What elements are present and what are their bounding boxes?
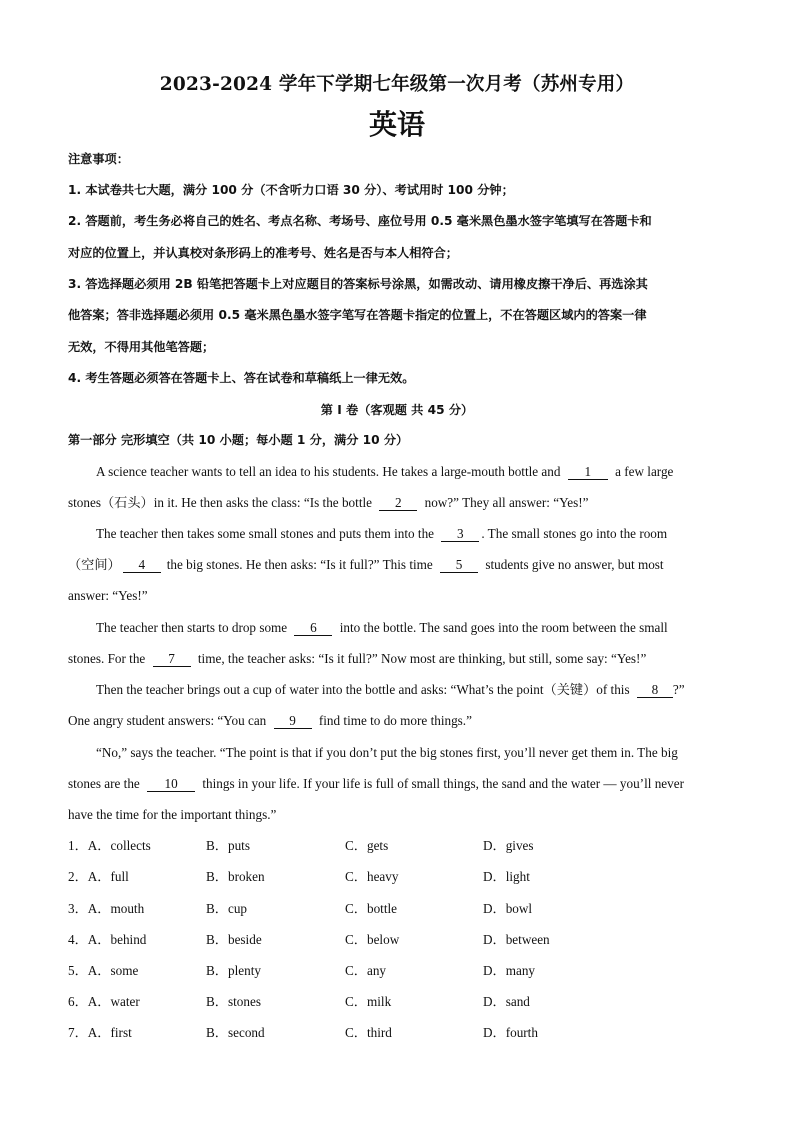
passage-line [68,495,589,511]
option-c [345,869,398,885]
passage-text: The teacher then starts to drop some [96,620,288,635]
option-b [206,838,250,854]
option-text: D．between [483,932,550,947]
option-d [483,932,550,948]
option-d [483,994,530,1010]
note-3-line-2: 他答案；答非选择题必须用 0.5 毫米黑色墨水签字笔写在答题卡指定的位置上，不在答题区域内的答案一律 [68,308,647,322]
exam-title: 2023-2024 学年下学期七年级第一次月考（苏州专用） [159,74,635,95]
passage-text: The teacher then takes some small stones and puts them into the [96,526,435,541]
option-a [68,1025,132,1041]
blank-8: 8 [637,683,673,698]
note-4: 4. 考生答题必须答在答题卡上、答在试卷和草稿纸上一律无效。 [68,371,415,385]
passage-text: Then the teacher brings out a cup of water into the bottle and asks: “What’s the point（关键）of this [96,682,630,697]
passage-line [68,713,472,729]
question-number: 7． [68,1025,88,1040]
option-b [206,932,262,948]
option-b [206,901,247,917]
option-text: A．first [87,1025,132,1040]
option-a [68,994,140,1010]
notes-heading: 注意事项： [68,152,129,166]
blank-3: 3 [441,527,479,542]
passage-line: “No,” says the teacher. “The point is that if you don’t put the big stones first, you’ll never get them in. The big [96,745,678,760]
option-text: A．collects [87,838,151,853]
option-a [68,869,129,885]
passage-line [96,526,667,542]
option-a [68,932,146,948]
passage-text: into the bottle. The sand goes into the room between the small [339,620,668,635]
passage-text: ?” [672,682,685,697]
passage-text: now?” They all answer: “Yes!” [424,495,589,510]
blank-7: 7 [153,652,191,667]
exam-subject: 英语 [368,108,425,141]
passage-text: . The small stones go into the room [481,526,668,541]
option-text: A．behind [87,932,147,947]
option-text: C．gets [345,838,389,853]
question-number: 4． [68,932,88,947]
option-text: C．below [345,932,400,947]
option-c [345,994,391,1010]
option-text: B．puts [206,838,250,853]
option-text: A．mouth [87,901,145,916]
option-text: C．any [345,963,387,978]
option-text: C．third [345,1025,392,1040]
option-a [68,963,138,979]
passage-line [96,682,685,698]
option-d [483,963,535,979]
blank-2: 2 [379,496,417,511]
option-text: D．bowl [483,901,533,916]
option-c [345,1025,392,1041]
question-number: 2． [68,869,88,884]
option-text: D．many [483,963,536,978]
blank-4: 4 [123,558,161,573]
passage-text: students give no answer, but most [485,557,664,572]
option-text: B．plenty [206,963,261,978]
option-text: B．cup [206,901,248,916]
passage-line: answer: “Yes!” [68,588,148,603]
note-3-line-1: 3. 答选择题必须用 2B 铅笔把答题卡上对应题目的答案标号涂黑，如需改动、请用橡皮擦干净后、再选涂其 [68,277,648,291]
option-c [345,901,397,917]
question-number: 6． [68,994,88,1009]
blank-6: 6 [294,621,332,636]
passage-text: A science teacher wants to tell an idea to his students. He takes a large-mouth bottle and [96,464,561,479]
option-d [483,901,532,917]
option-d [483,838,534,854]
option-d [483,869,530,885]
blank-1: 1 [568,465,608,480]
option-text: C．milk [345,994,392,1009]
passage-text: find time to do more things.” [318,713,472,728]
option-b [206,963,261,979]
question-number: 3． [68,901,88,916]
question-number: 5． [68,963,88,978]
option-b [206,869,265,885]
blank-10: 10 [147,777,195,792]
passage-text: time, the teacher asks: “Is it full?” Now most are thinking, but still, some say: “Yes!” [197,651,647,666]
option-a [68,901,144,917]
passage-line [96,464,673,480]
option-text: B．beside [206,932,262,947]
option-a [68,838,151,854]
passage-text: One angry student answers: “You can [68,713,267,728]
passage-line [68,557,664,573]
option-text: A．full [87,869,129,884]
option-text: B．stones [206,994,261,1009]
blank-5: 5 [440,558,478,573]
option-c [345,838,388,854]
part-heading: 第一部分 完形填空（共 10 小题；每小题 1 分，满分 10 分） [68,433,409,447]
passage-line [68,651,646,667]
note-2-line-2: 对应的位置上，并认真校对条形码上的准考号、姓名是否与本人相符合； [68,246,458,260]
passage-text: （空间） [68,557,121,572]
note-2-line-1: 2. 答题前，考生务必将自己的姓名、考点名称、考场号、座位号用 0.5 毫米黑色墨水签字笔填写在答题卡和 [68,214,652,228]
passage-text: things in your life. If your life is full of small things, the sand and the water — you’ll never [202,776,684,791]
passage-text: a few large [615,464,674,479]
passage-line: have the time for the important things.” [68,807,277,822]
question-number: 1． [68,838,88,853]
option-text: C．heavy [345,869,399,884]
option-text: B．broken [206,869,265,884]
option-text: D．sand [483,994,530,1009]
blank-9: 9 [274,714,312,729]
passage-text: the big stones. He then asks: “Is it full?” This time [166,557,433,572]
passage-text: stones are the [68,776,140,791]
option-c [345,963,386,979]
option-text: D．fourth [483,1025,538,1040]
note-1: 1. 本试卷共七大题，满分 100 分（不含听力口语 30 分）、考试用时 100 分钟； [68,183,514,197]
volume-heading: 第 I 卷（客观题 共 45 分） [320,403,474,417]
passage-text: stones（石头）in it. He then asks the class: “Is the bottle [68,495,372,510]
option-c [345,932,399,948]
option-b [206,994,261,1010]
option-text: D．gives [483,838,534,853]
option-text: B．second [206,1025,265,1040]
option-text: C．bottle [345,901,398,916]
option-d [483,1025,538,1041]
option-b [206,1025,265,1041]
passage-line [68,776,684,792]
option-text: A．water [87,994,140,1009]
option-text: A．some [87,963,139,978]
note-3-line-3: 无效，不得用其他笔答题； [68,340,215,354]
option-text: D．light [483,869,530,884]
passage-line [96,620,668,636]
passage-text: stones. For the [68,651,146,666]
